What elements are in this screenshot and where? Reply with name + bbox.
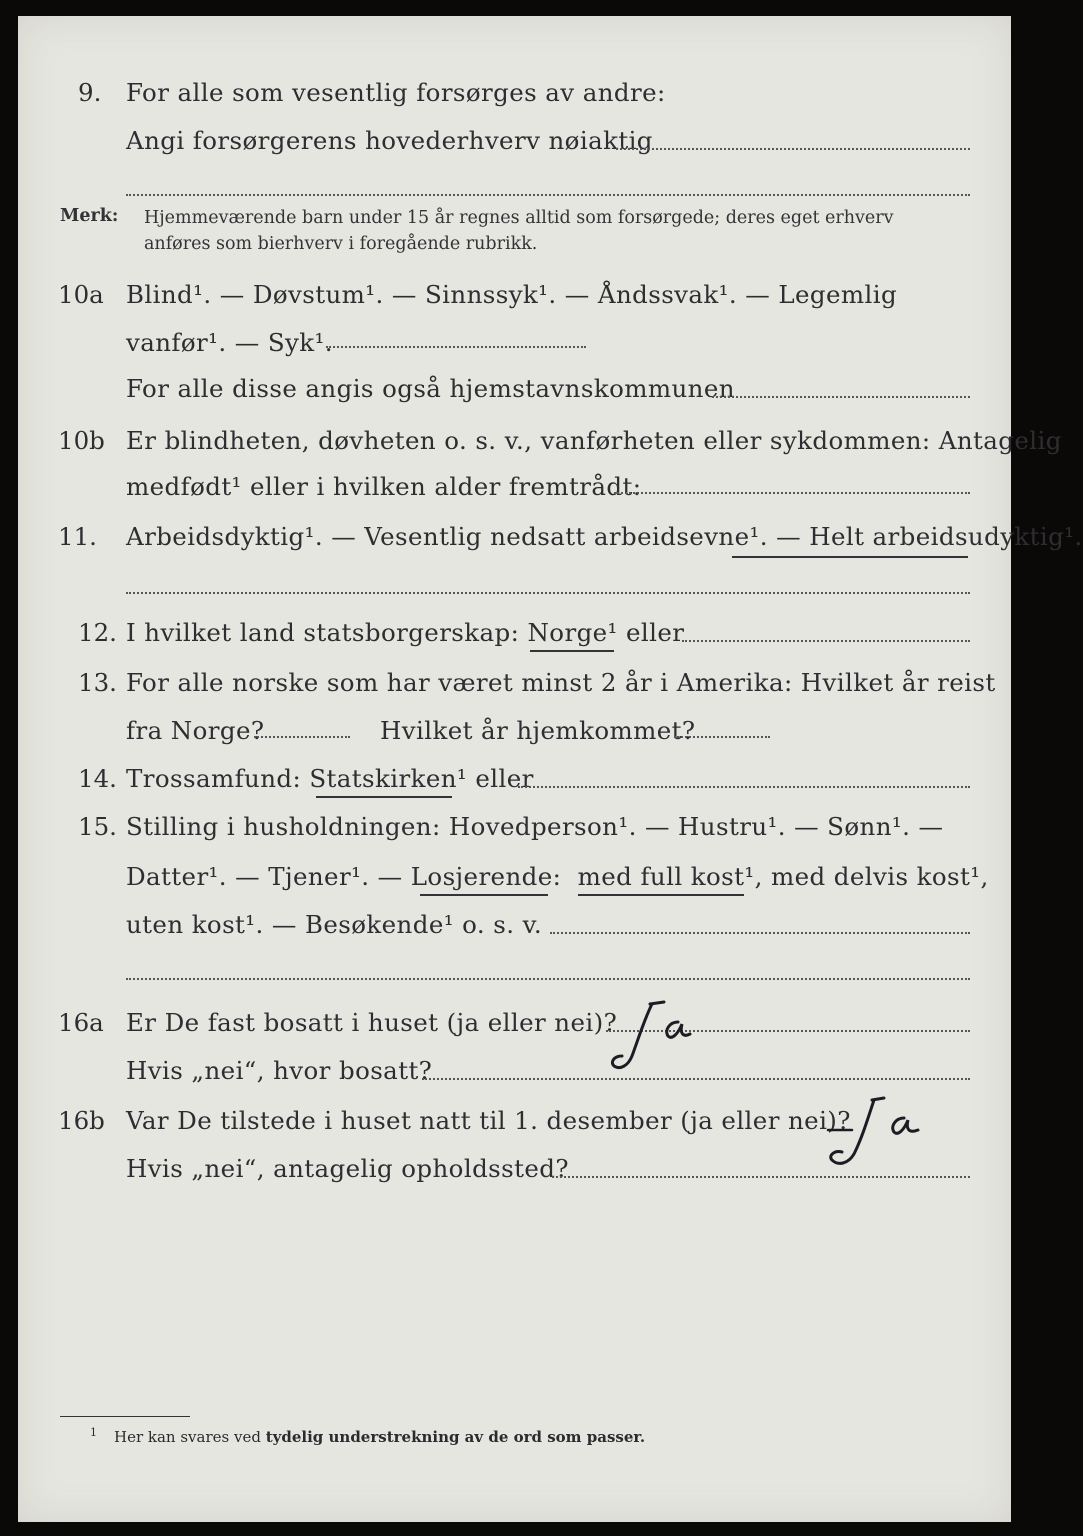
item-15-med-full-kost: med full kost¹ (577, 862, 755, 891)
item-15-number: 15. (78, 812, 117, 841)
item-10a-line2: vanfør¹. — Syk¹. (126, 328, 333, 357)
item-13-line2a: fra Norge? (126, 716, 265, 745)
item-13-hjemkommet-line (674, 736, 770, 738)
item-12-number: 12. (78, 618, 117, 647)
census-form-page (18, 16, 1083, 1522)
item-11-line (126, 522, 1083, 551)
footnote-mark: 1 (90, 1426, 97, 1439)
item-12-eller: eller (617, 618, 685, 647)
item-12-question: I hvilket land statsborgerskap: (126, 618, 528, 647)
item-12-selected: Norge¹ (527, 618, 618, 647)
footnote-text (114, 1428, 645, 1446)
item-10a-line1: Blind¹. — Døvstum¹. — Sinnssyk¹. — Åndssvak¹. — Legemlig (126, 280, 898, 309)
item-12-line (126, 618, 684, 647)
item-15-losjerende: Losjerende: (410, 862, 562, 891)
item-13-line1: For alle norske som har været minst 2 år i Amerika: Hvilket år reist (126, 668, 996, 697)
item-15-line2a: Datter¹. — Tjener¹. — (126, 862, 411, 891)
item-11-extra-line (126, 592, 970, 594)
item-16a-bosatt-line (422, 1078, 970, 1080)
item-13-number: 13. (78, 668, 117, 697)
item-11-options: Arbeidsdyktig¹. — Vesentlig nedsatt arbeidsevne¹. — (126, 522, 810, 551)
merk-label: Merk: (60, 206, 119, 226)
item-14-line (126, 764, 534, 793)
merk-line2: anføres som bierhverv i foregående rubrikk. (144, 234, 538, 254)
item-10a-home-line (712, 396, 970, 398)
footnote-text-b: tydelig understrekning av de ord som passer. (265, 1428, 646, 1446)
item-15-kost-underline (578, 894, 744, 896)
item-10a-number: 10a (58, 280, 104, 309)
item-13-line2b: Hvilket år hjemkommet? (380, 716, 696, 745)
item-10a-answer-line (326, 346, 586, 348)
item-12-underline (530, 650, 614, 652)
item-9-number: 9. (78, 78, 102, 107)
item-10a-line3: For alle disse angis også hjemstavnskommunen (126, 374, 735, 403)
item-10b-answer-line (614, 492, 970, 494)
item-14-answer-line (518, 786, 970, 788)
item-16a-line2: Hvis „nei“, hvor bosatt? (126, 1056, 433, 1085)
merk-line1: Hjemmeværende barn under 15 år regnes alltid som forsørgede; deres eget erhverv (144, 208, 894, 228)
item-10b-line2: medfødt¹ eller i hvilken alder fremtrådt: (126, 472, 642, 501)
item-16b-opholdssted-line (552, 1176, 970, 1178)
item-15-line2d: , med delvis kost¹, (754, 862, 989, 891)
item-11-number: 11. (58, 522, 97, 551)
item-14-number: 14. (78, 764, 117, 793)
item-16a-handwritten-ja (604, 1000, 724, 1080)
item-10b-number: 10b (58, 426, 105, 455)
item-9-answer-line (616, 148, 970, 150)
item-15-line3: uten kost¹. — Besøkende¹ o. s. v. (126, 910, 543, 939)
item-14-selected: Statskirken¹ (309, 764, 468, 793)
footnote-rule (60, 1416, 190, 1417)
item-11-selected: Helt arbeidsudyktig¹. (809, 522, 1083, 551)
item-14-eller: eller (467, 764, 534, 793)
item-16b-line1: Var De tilstede i huset natt til 1. desember (ja eller nei)? (126, 1106, 851, 1135)
item-15-line2 (126, 862, 989, 891)
item-9-line1: For alle som vesentlig forsørges av andre: (126, 78, 666, 107)
item-13-reist-line (254, 736, 350, 738)
item-12-answer-line (682, 640, 970, 642)
item-14-underline (316, 796, 452, 798)
item-14-question: Trossamfund: (126, 764, 310, 793)
item-16b-handwritten-ja (818, 1094, 948, 1174)
item-16b-number: 16b (58, 1106, 105, 1135)
footnote-text-a: Her kan svares ved (114, 1428, 266, 1446)
item-9-extra-line (126, 194, 970, 196)
item-16a-line1: Er De fast bosatt i huset (ja eller nei)? (126, 1008, 618, 1037)
item-15-answer-line (550, 932, 970, 934)
item-15-extra-line (126, 978, 970, 980)
item-9-line2: Angi forsørgerens hovederhverv nøiaktig (126, 126, 653, 155)
item-10b-line1: Er blindheten, døvheten o. s. v., vanførheten eller sykdommen: Antagelig (126, 426, 1062, 455)
item-16b-line2: Hvis „nei“, antagelig opholdssted? (126, 1154, 569, 1183)
item-11-underline (732, 556, 968, 558)
item-16a-number: 16a (58, 1008, 104, 1037)
item-15-losjerende-underline (420, 894, 548, 896)
item-15-line1: Stilling i husholdningen: Hovedperson¹. — Hustru¹. — Sønn¹. — (126, 812, 944, 841)
